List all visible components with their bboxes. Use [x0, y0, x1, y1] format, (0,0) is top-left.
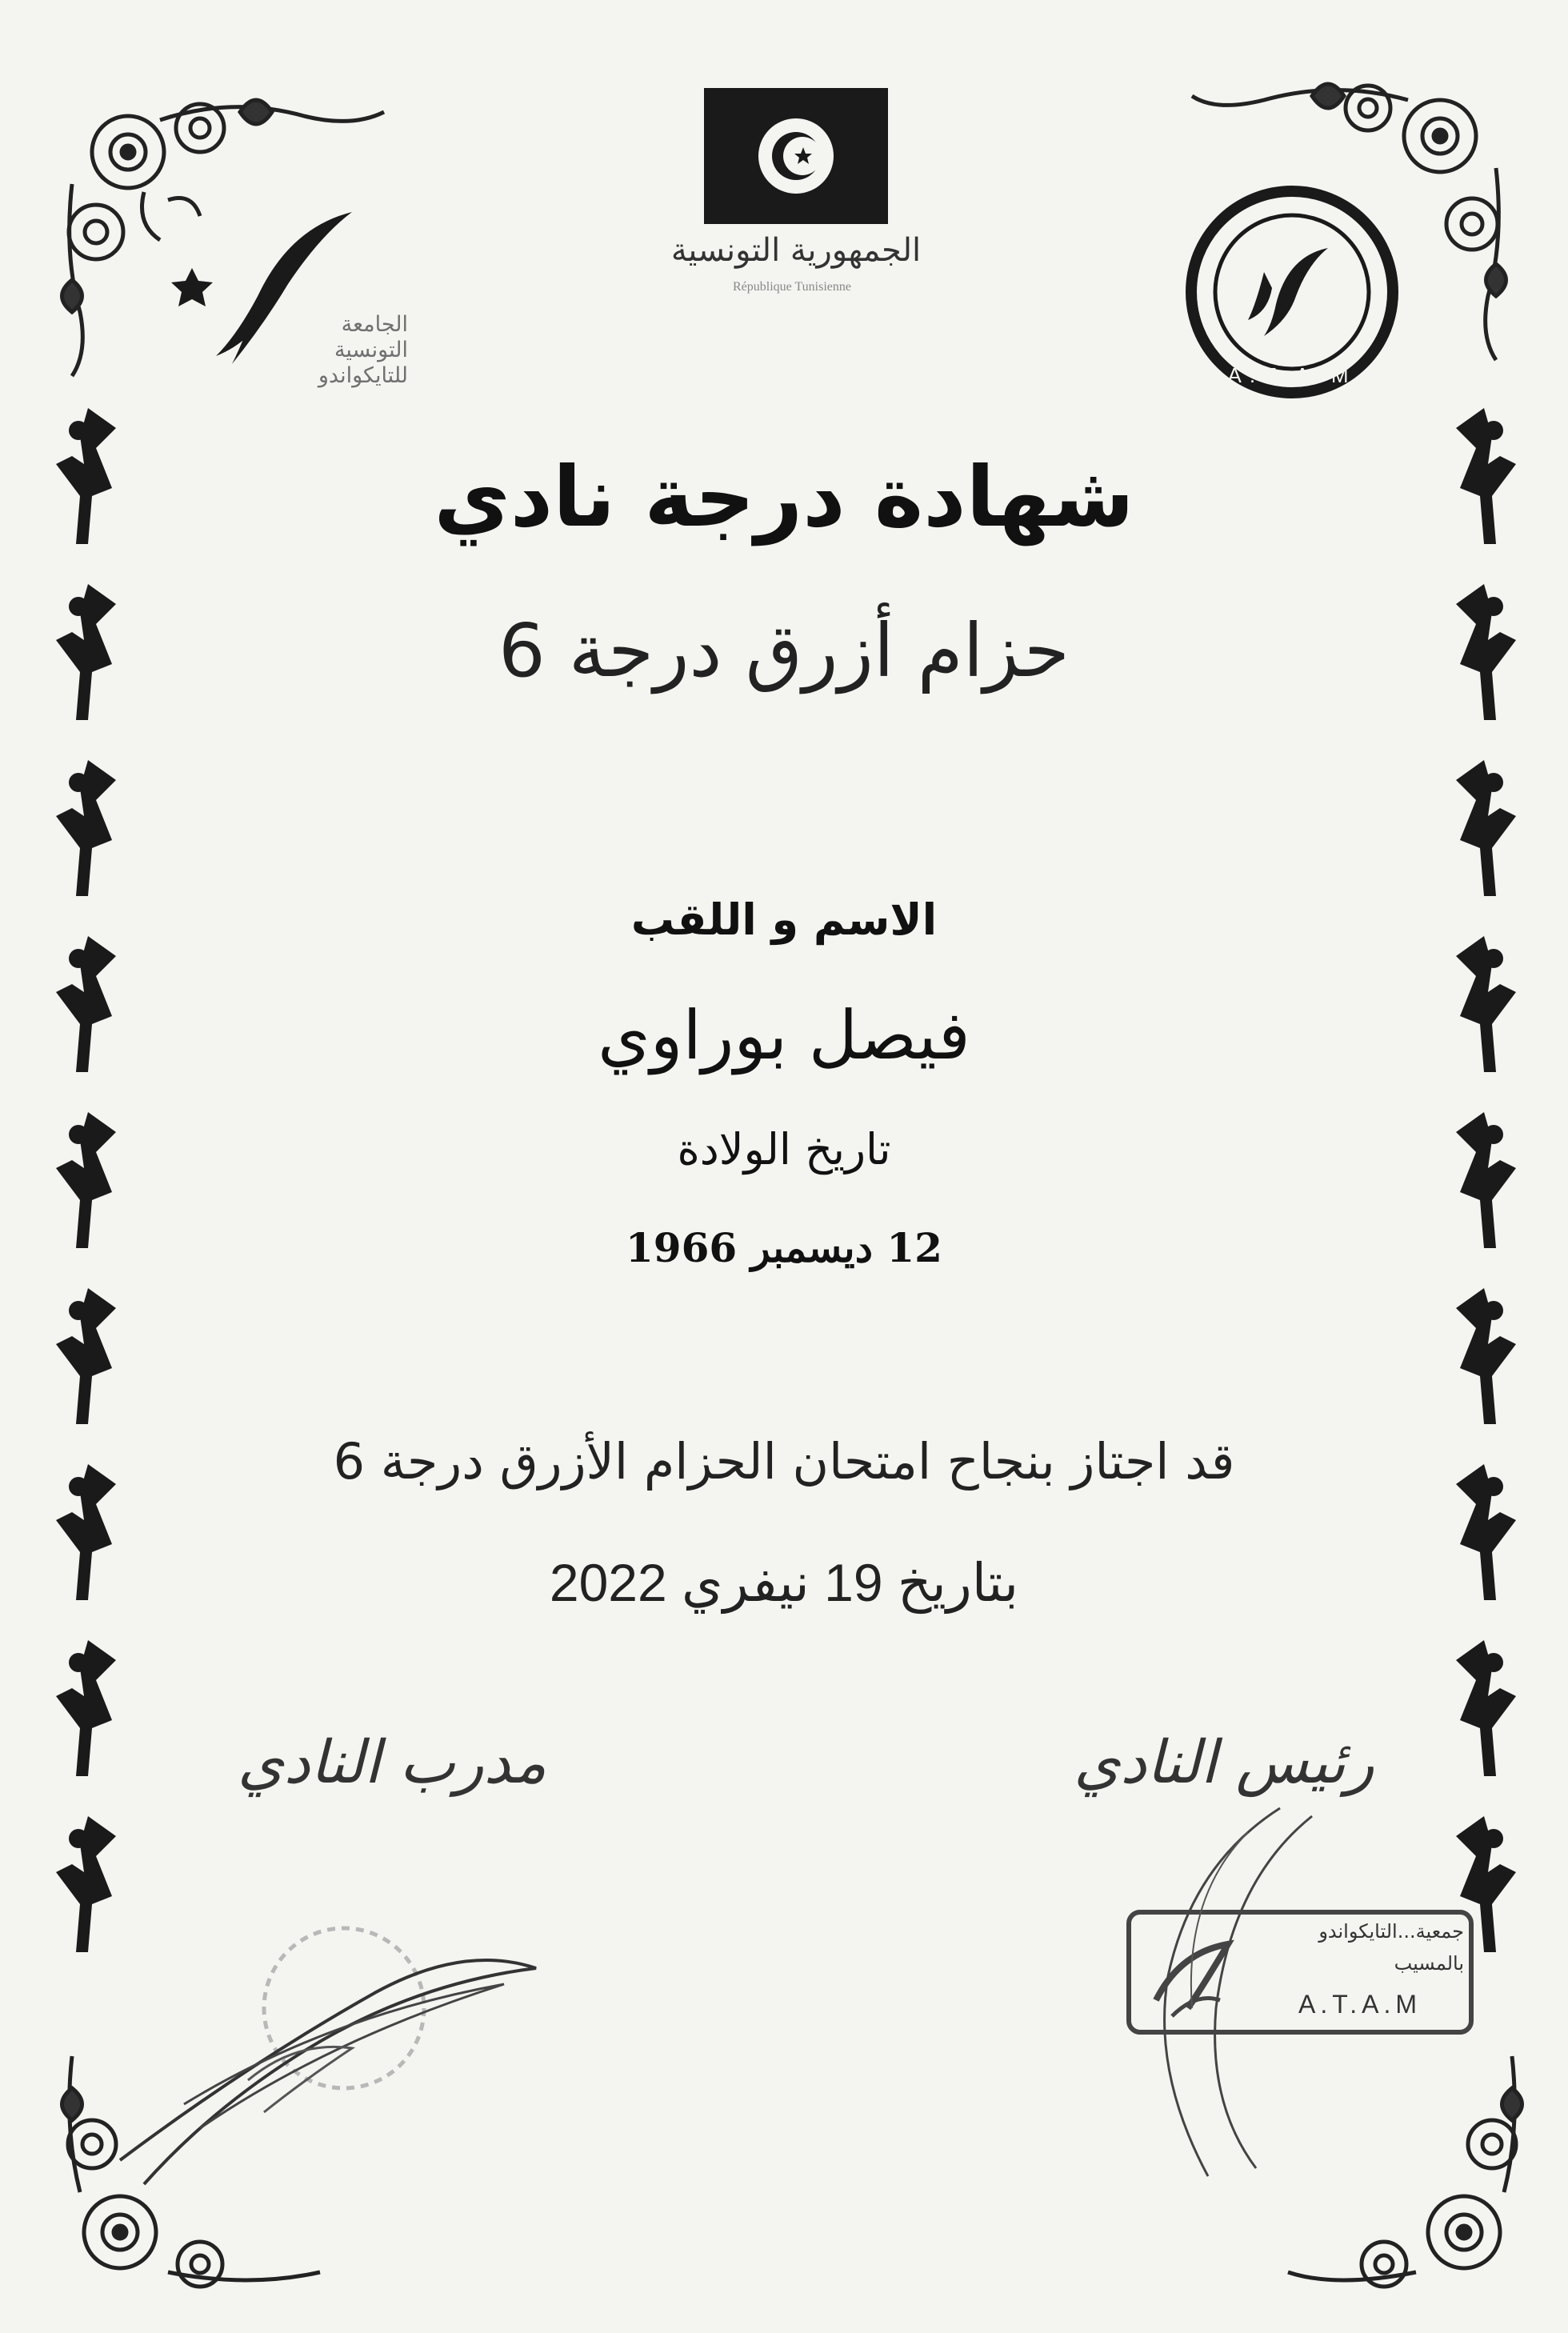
flag-disc [758, 118, 834, 194]
exam-statement: قد اجتاز بنجاح امتحان الحزام الأزرق درجة 6 [333, 1432, 1235, 1491]
kicking-fighter-icon [1436, 1632, 1532, 1784]
president-signature [1088, 1800, 1376, 2184]
birth-date-label: تاريخ الولادة [677, 1124, 891, 1175]
name-label: الاسم و اللقب [630, 894, 938, 945]
federation-name [264, 312, 408, 389]
birth-date-value: 12 ديسمبر 1966 [626, 1224, 942, 1271]
federation-name-line: التونسية [334, 338, 408, 362]
republic-name: الجمهورية التونسية [670, 232, 922, 269]
kicking-fighter-icon [40, 1632, 136, 1784]
name-value: فيصل بوراوي [598, 996, 970, 1074]
kicking-fighter-icon [1436, 752, 1532, 904]
crescent-star-icon [758, 118, 834, 194]
republic-name-fr: République Tunisienne [732, 280, 851, 294]
stamp-text: جمعية...التايكواندو [1318, 1920, 1464, 1943]
tunisia-flag [704, 88, 888, 224]
belt-title: حزام أزرق درجة 6 [498, 608, 1070, 694]
club-president-label: رئيس النادي [1074, 1728, 1374, 1797]
kicking-fighter-icon [40, 1280, 136, 1432]
federation-name-line: الجامعة [341, 312, 408, 337]
club-coach-label: مدرب النادي [237, 1728, 547, 1797]
federation-name-line: للتايكواندو [318, 363, 408, 388]
club-seal-icon [1184, 184, 1400, 400]
kicking-fighter-icon [1436, 1280, 1532, 1432]
certificate-title: شهادة درجة نادي [434, 448, 1134, 546]
stamp-code: A.T.A.M [1298, 1990, 1422, 2019]
kicking-fighter-icon [40, 752, 136, 904]
coach-signature [88, 1920, 584, 2192]
stamp-text: بالمسيب [1394, 1952, 1464, 1975]
exam-date: بتاريخ 19 نيفري 2022 [549, 1553, 1019, 1612]
club-seal-code: A.T.A.M [1227, 363, 1357, 387]
